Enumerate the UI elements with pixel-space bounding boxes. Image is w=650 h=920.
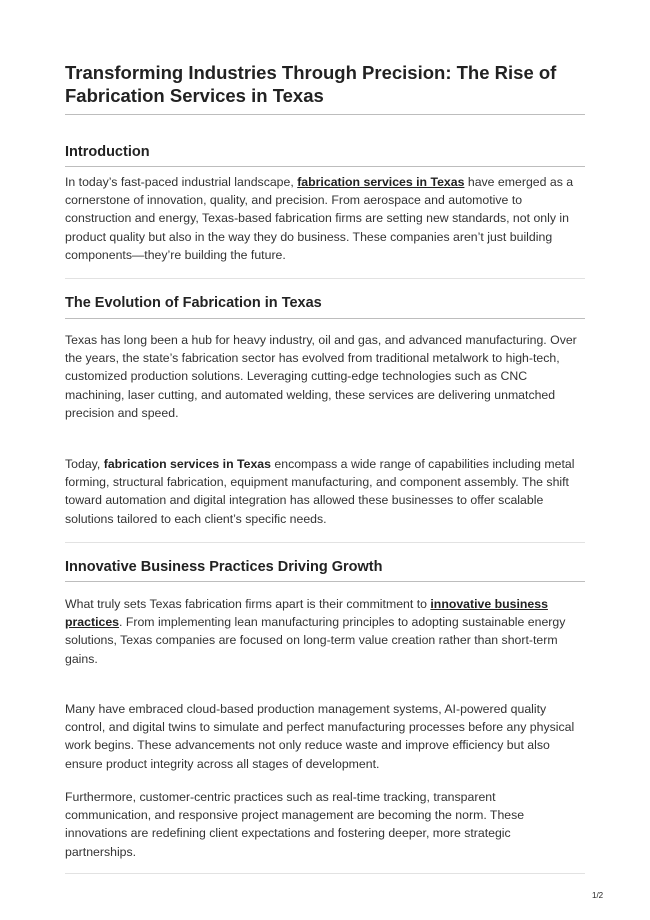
paragraph-innovative-2: Many have embraced cloud-based production management systems, AI-powered quality control, and digital twins to simulate and perfect manufacturing processes before any physical work begins. These advancements not only reduce waste and improve efficiency but also ensure product integrity across all stages of development. [65, 702, 575, 771]
bold-fabrication-services: fabrication services in Texas [103, 457, 271, 471]
section-end-divider [65, 278, 585, 279]
paragraph-innovative-1: What truly sets Texas fabrication firms apart is their commitment to innovative business practices. From implementing lean manufacturing principles to adopting sustainable energy solutions, Texas companies are focused on long-term value creation rather than short-term gains. [65, 597, 566, 666]
link-innovative-business-practices[interactable]: innovative business practices [65, 597, 548, 630]
paragraph-innovative-3: Furthermore, customer-centric practices such as real-time tracking, transparent communication, and responsive project management are becoming the norm. These innovations are redefining client expectations and fostering deeper, more strategic partnerships. [65, 790, 525, 859]
section-heading-introduction: Introduction [65, 144, 150, 160]
section-heading-evolution: The Evolution of Fabrication in Texas [65, 295, 322, 311]
paragraph-evolution-2: Today, fabrication services in Texas encompass a wide range of capabilities including metal forming, structural fabrication, equipment manufacturing, and component assembly. The shift toward automation and digital integration has allowed these businesses to offer scalable solutions tailored to each client’s specific needs. [65, 457, 575, 526]
section-divider [65, 581, 585, 582]
section-end-divider [65, 542, 585, 543]
section-end-divider [65, 873, 585, 874]
section-divider [65, 166, 585, 167]
page-number: 1/2 [592, 891, 604, 900]
link-fabrication-services[interactable]: fabrication services in Texas [297, 175, 465, 189]
paragraph-introduction: In today’s fast-paced industrial landscape, fabrication services in Texas have emerged as a cornerstone of innovation, quality, and precision. From aerospace and automotive to construction and energy, Texas-based fabrication firms are setting new standards, not only in product quality but also in the way they do business. These companies aren’t just building components—they’re building the future. [65, 175, 574, 262]
section-heading-innovative-practices: Innovative Business Practices Driving Growth [65, 559, 383, 575]
paragraph-evolution-1: Texas has long been a hub for heavy industry, oil and gas, and advanced manufacturing. Over the years, the state’s fabrication sector has evolved from traditional metalwork to high-tech, customized production solutions. Leveraging cutting-edge technologies such as CNC machining, laser cutting, and automated welding, these services are delivering unmatched precision and speed. [65, 333, 577, 420]
section-divider [65, 318, 585, 319]
page-title: Transforming Industries Through Precision: The Rise of Fabrication Services in Texas [65, 62, 557, 106]
title-divider [65, 114, 585, 115]
